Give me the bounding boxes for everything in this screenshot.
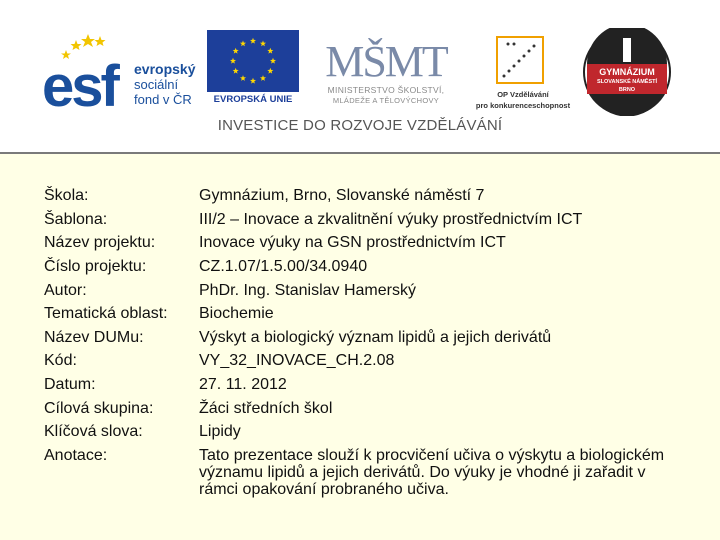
eu-star-icon [230,58,236,64]
info-label: Cílová skupina: [44,400,154,417]
eu-flag-icon [207,30,299,92]
gymnazium-title: GYMNÁZIUM [599,67,655,77]
eu-star-icon [233,48,239,54]
info-label: Název DUMu: [44,329,144,346]
header-logos [0,0,720,152]
eu-label: EVROPSKÁ UNIE [213,94,293,105]
info-value: CZ.1.07/1.5.00/34.0940 [199,258,368,275]
eu-star-icon [267,68,273,74]
info-value: Inovace výuky na GSN prostřednictvím ICT [199,234,506,251]
eu-star-icon [260,40,266,46]
info-label: Autor: [44,282,87,299]
msmt-line2: MLÁDEŽE A TĚLOVÝCHOVY [332,96,440,105]
svg-text:esf: esf [42,54,117,110]
info-label: Číslo projektu: [44,258,147,275]
info-label: Anotace: [44,447,108,464]
esf-line2: sociální [134,77,179,92]
op-square-icon [496,36,544,84]
info-label: Datum: [44,376,96,393]
info-value: Tato prezentace slouží k procvičení učiva o výskytu a biologickém významu lipidů a jejich derivátů. Do výuky je vhodné ji zařadit v rámci opakování probraného učiva. [199,447,665,498]
tagline: INVESTICE DO ROZVOJE VZDĚLÁVÁNÍ [217,117,503,134]
eu-star-icon [260,75,266,81]
gymnazium-logo [583,28,671,116]
msmt-line1: MINISTERSTVO ŠKOLSTVÍ, [327,85,445,95]
info-panel [0,152,720,540]
msmt-mark: MŠMT [325,37,447,84]
info-label: Název projektu: [44,234,156,251]
eu-star-icon [250,78,256,84]
op-line2: pro konkurenceschopnost [475,101,571,110]
info-value: III/2 – Inovace a zkvalitnění výuky prostřednictvím ICT [199,211,583,228]
eu-star-icon [250,38,256,44]
info-label: Tematická oblast: [44,305,168,322]
info-label: Klíčová slova: [44,423,143,440]
eu-star-icon [270,58,276,64]
info-label: Šablona: [44,211,108,228]
gymnazium-line3: BRNO [618,87,636,93]
eu-star-icon [233,68,239,74]
gymnazium-line2: SLOVANSKÉ NÁMĚSTÍ [596,79,658,85]
esf-line1: evropský [134,61,196,77]
info-value: 27. 11. 2012 [199,376,287,393]
msmt-logo [306,28,466,108]
info-value: Biochemie [199,305,274,322]
eu-logo [207,30,299,108]
info-value: PhDr. Ing. Stanislav Hamerský [199,282,416,299]
info-value: Gymnázium, Brno, Slovanské náměstí 7 [199,187,485,204]
info-value: Lipidy [199,423,241,440]
op-logo [468,30,578,110]
esf-line3: fond v ČR [134,92,192,107]
info-label: Kód: [44,352,77,369]
eu-star-icon [240,40,246,46]
info-value: Výskyt a biologický význam lipidů a jejich derivátů [199,329,552,346]
eu-star-icon [240,75,246,81]
esf-logo [42,30,207,110]
info-value: Žáci středních škol [199,400,333,417]
op-line1: OP Vzdělávání [497,90,549,99]
info-label: Škola: [44,187,89,204]
eu-star-icon [267,48,273,54]
info-value: VY_32_INOVACE_CH.2.08 [199,352,395,369]
